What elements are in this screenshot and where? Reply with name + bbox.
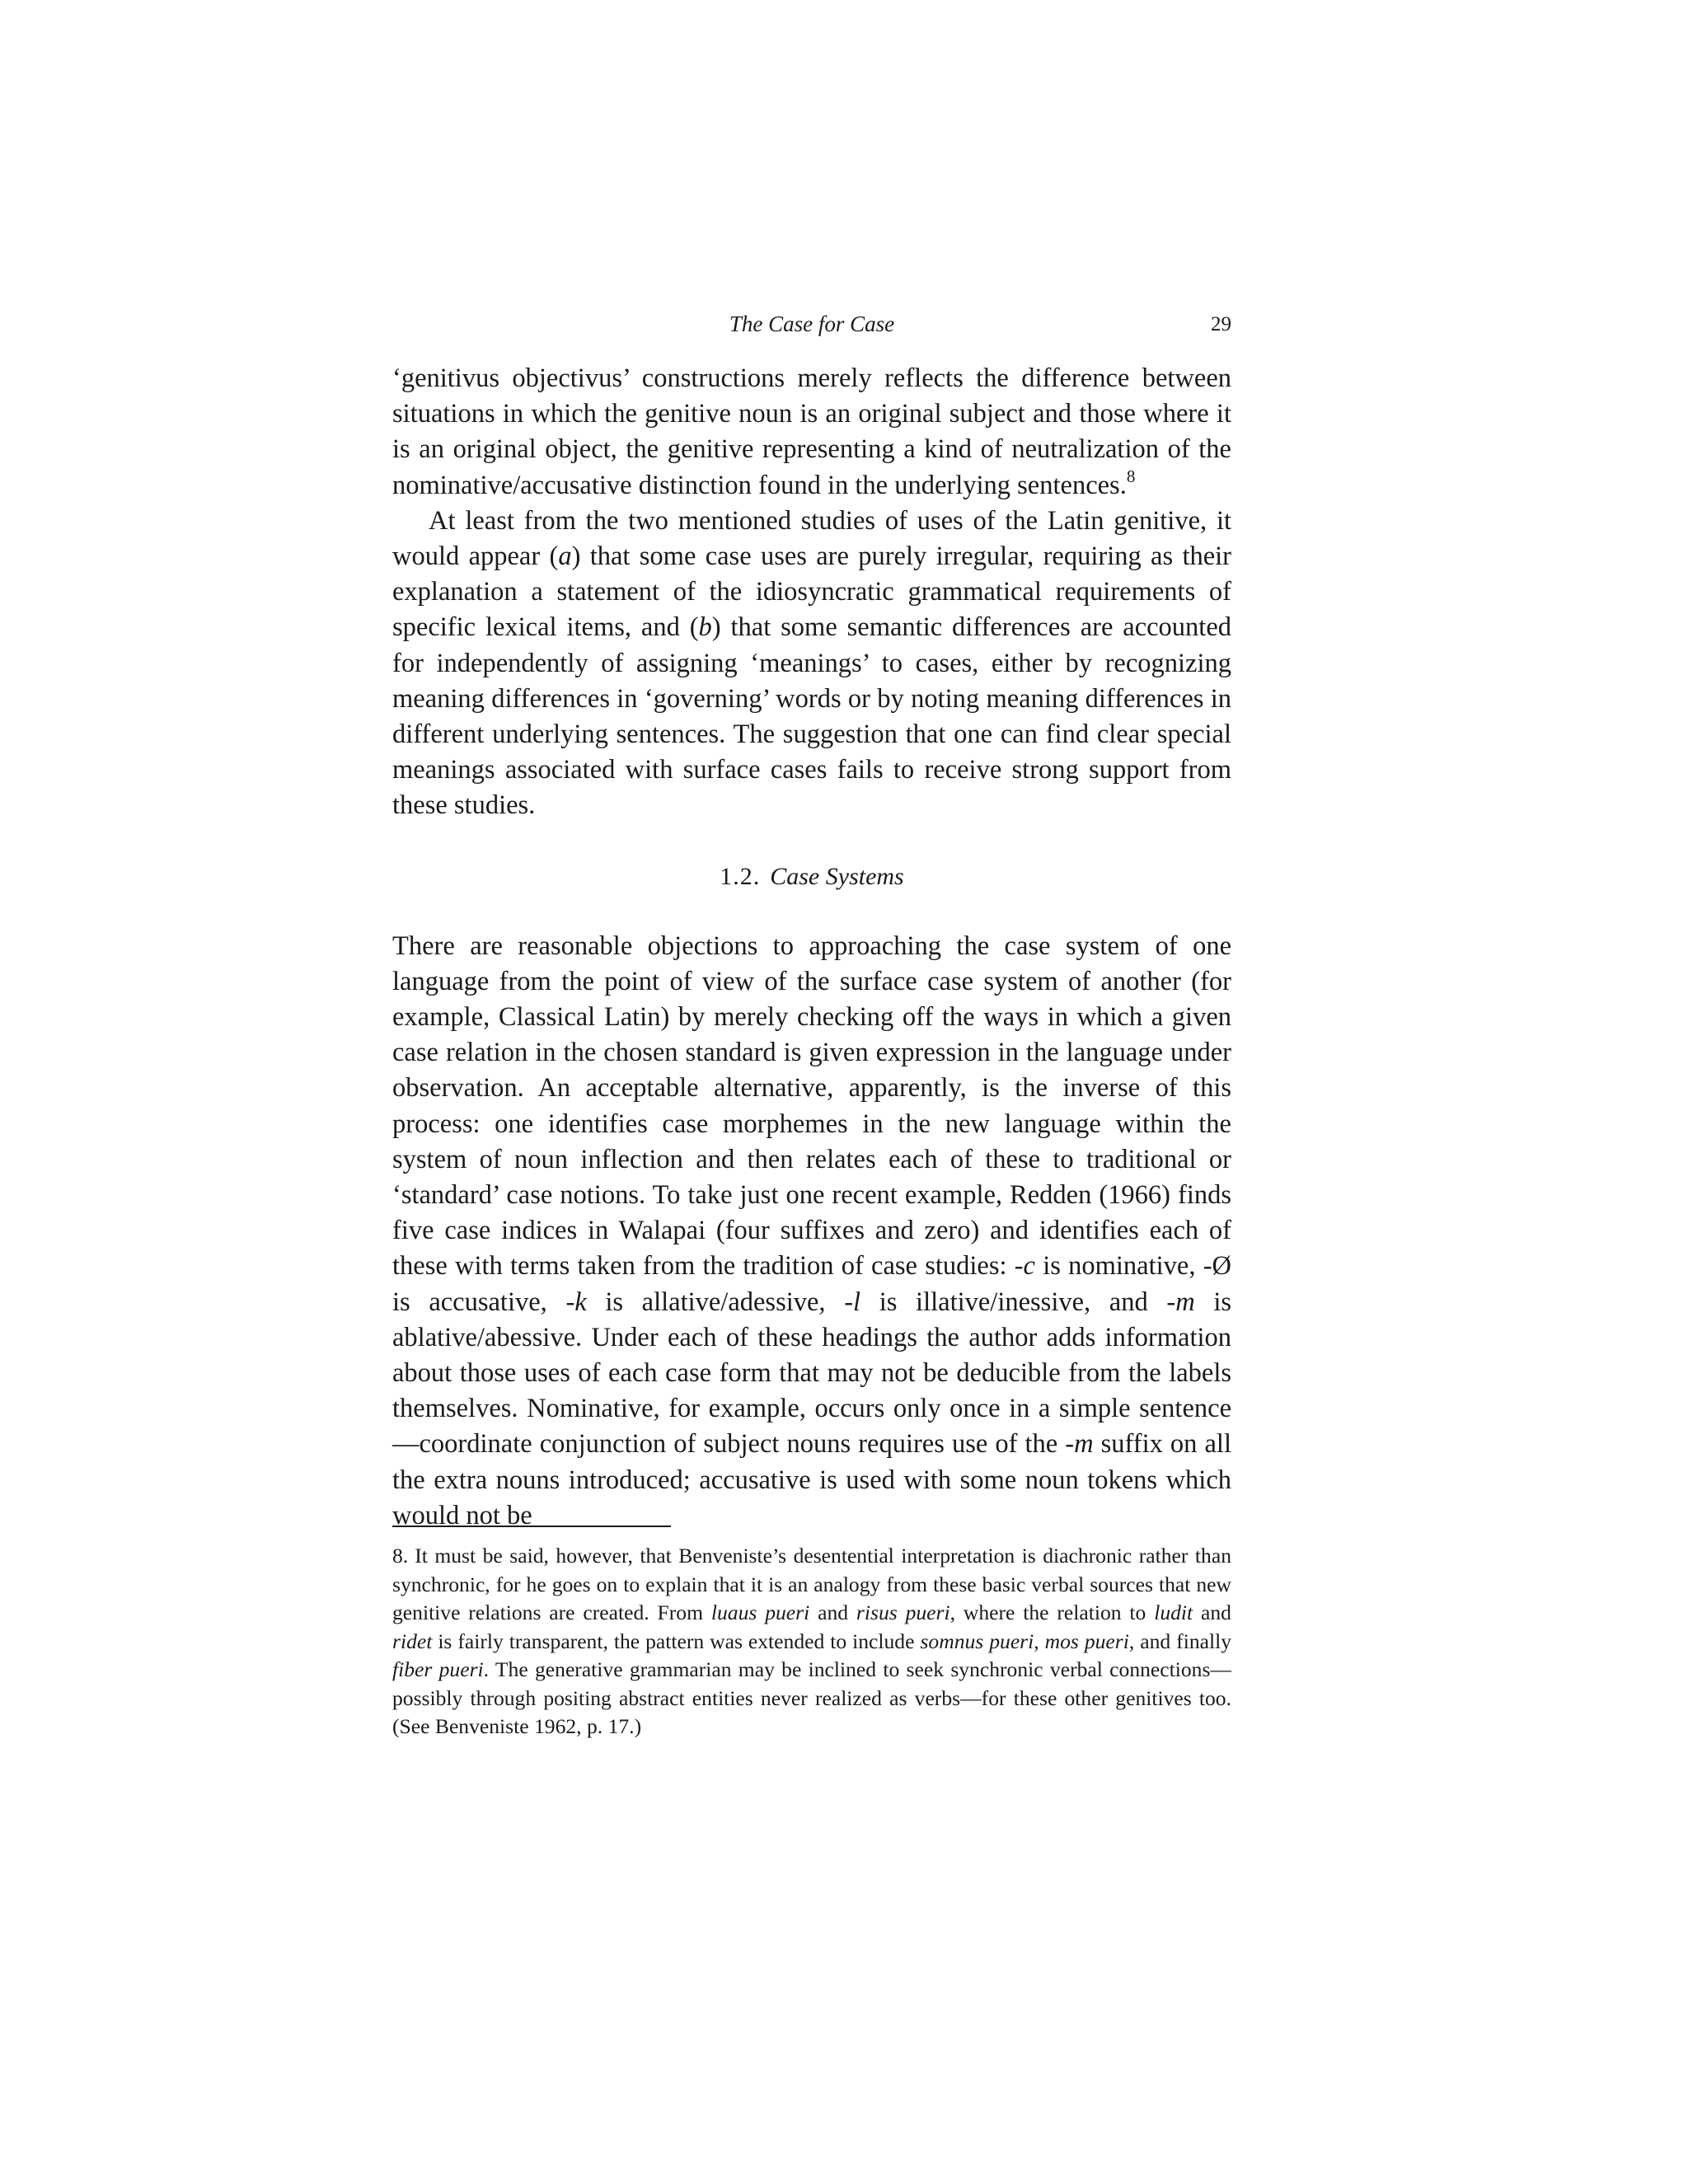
footnote-segment: . The generative grammarian may be inclined to seek synchronic verbal connections—possibly through positing abstract entities never realized as verbs—for these other genitives too. (See Benveniste 1962, p. 17.) — [392, 1657, 1231, 1738]
section-number: 1.2. — [720, 862, 761, 890]
paragraph-2-text: ) that some semantic differences are accounted for independently of assigning ‘meanings’ to cases, either by recognizing meaning differences in ‘governing’ words or by noting meaning differences in different underlying sentences. The suggestion that one can find clear special meanings associated with surface cases fails to receive strong support from these studies. — [392, 612, 1232, 821]
footnote-reference-8[interactable]: 8 — [1126, 466, 1136, 486]
footnote-text — [392, 1542, 1231, 1741]
page-number: 29 — [1211, 313, 1231, 335]
suffix-c: -c — [1014, 1251, 1035, 1282]
enumeration-b: b — [698, 612, 712, 643]
footnote-segment: It must be said, however, that Benveniste’s desentential interpretation is diachronic rather than synchronic, for he goes on to explain that it is an analogy from these basic verbal sources that new genitive relations are created. From — [392, 1544, 1231, 1624]
paragraph-3-text: is nominative, -Ø is accusative, — [392, 1251, 1231, 1317]
footnote-segment: is fairly transparent, the pattern was extended to include — [432, 1629, 921, 1653]
paragraph-2-text: ) that some case uses are purely irregular, requiring as their explanation a statement of the idiosyncratic grammatical requirements of specific lexical items, and ( — [392, 541, 1232, 643]
paragraph-3 — [392, 929, 1231, 1534]
latin-term: risus pueri — [856, 1601, 950, 1624]
section-heading — [392, 859, 1231, 895]
latin-term: ludit — [1154, 1601, 1193, 1624]
latin-term: somnus pueri — [920, 1629, 1034, 1653]
latin-term: ridet — [392, 1629, 433, 1653]
paragraph-3-text: is allative/adessive, — [586, 1286, 845, 1317]
suffix-k: -k — [565, 1286, 587, 1317]
section-title: Case Systems — [770, 862, 904, 890]
suffix-m: -m — [1065, 1429, 1094, 1460]
paragraph-2-text: At least from the two mentioned studies of uses of the Latin genitive, it would appear ( — [392, 505, 1231, 572]
latin-term: fiber pueri — [392, 1657, 484, 1681]
footnote-segment: and — [1193, 1601, 1231, 1624]
footnote-8 — [392, 1542, 1231, 1741]
suffix-l: -l — [844, 1286, 861, 1317]
suffix-m: -m — [1166, 1286, 1195, 1317]
paragraph-3-text: There are reasonable objections to approaching the case system of one language from the point of view of the surface case system of another (for example, Classical Latin) by merely checking off the ways in which a given case relation in the chosen standard is given expression in the language under observation. An acceptable alternative, apparently, is the inverse of this process: one identifies case morphemes in the new language within the system of noun inflection and then relates each of these to traditional or ‘standard’ case notions. To take just one recent example, Redden (1966) finds five case indices in Walapai (four suffixes and zero) and identifies each of these with terms taken from the tradition of case studies: — [392, 930, 1231, 1282]
latin-term: mos pueri — [1044, 1629, 1129, 1653]
paragraph-1 — [392, 361, 1231, 504]
running-title: The Case for Case — [729, 312, 895, 336]
paragraph-3-text: is illative/inessive, and — [860, 1286, 1167, 1317]
footnote-segment: , and finally — [1128, 1629, 1231, 1653]
body-text — [392, 361, 1231, 1534]
enumeration-a: a — [558, 541, 572, 572]
footnote-segment: and — [809, 1601, 856, 1624]
latin-term: luaus pueri — [710, 1601, 810, 1624]
footnote-divider — [392, 1526, 671, 1527]
footnote-segment: , — [1034, 1629, 1045, 1653]
paragraph-1-text: ‘genitivus objectivus’ constructions merely reflects the difference between situations in which the genitive noun is an original subject and those where it is an original object, the genitive representing a kind of neutralization of the nominative/accusative distinction found in the underlying sentences. — [392, 363, 1231, 500]
footnote-segment: , where the relation to — [950, 1601, 1155, 1624]
paragraph-2 — [392, 504, 1231, 824]
paragraph-3-text: suffix on all the extra nouns introduced; accusative is used with some noun tokens which would not be — [392, 1429, 1231, 1530]
running-header — [392, 312, 1231, 344]
footnote-number: 8. — [392, 1544, 409, 1568]
paragraph-3-text: is ablative/abessive. Under each of these headings the author adds information about those uses of each case form that may not be deducible from the labels themselves. Nominative, for example, occurs only once in a simple sentence—coordinate conjunction of subject nouns requires use of the — [392, 1286, 1231, 1460]
